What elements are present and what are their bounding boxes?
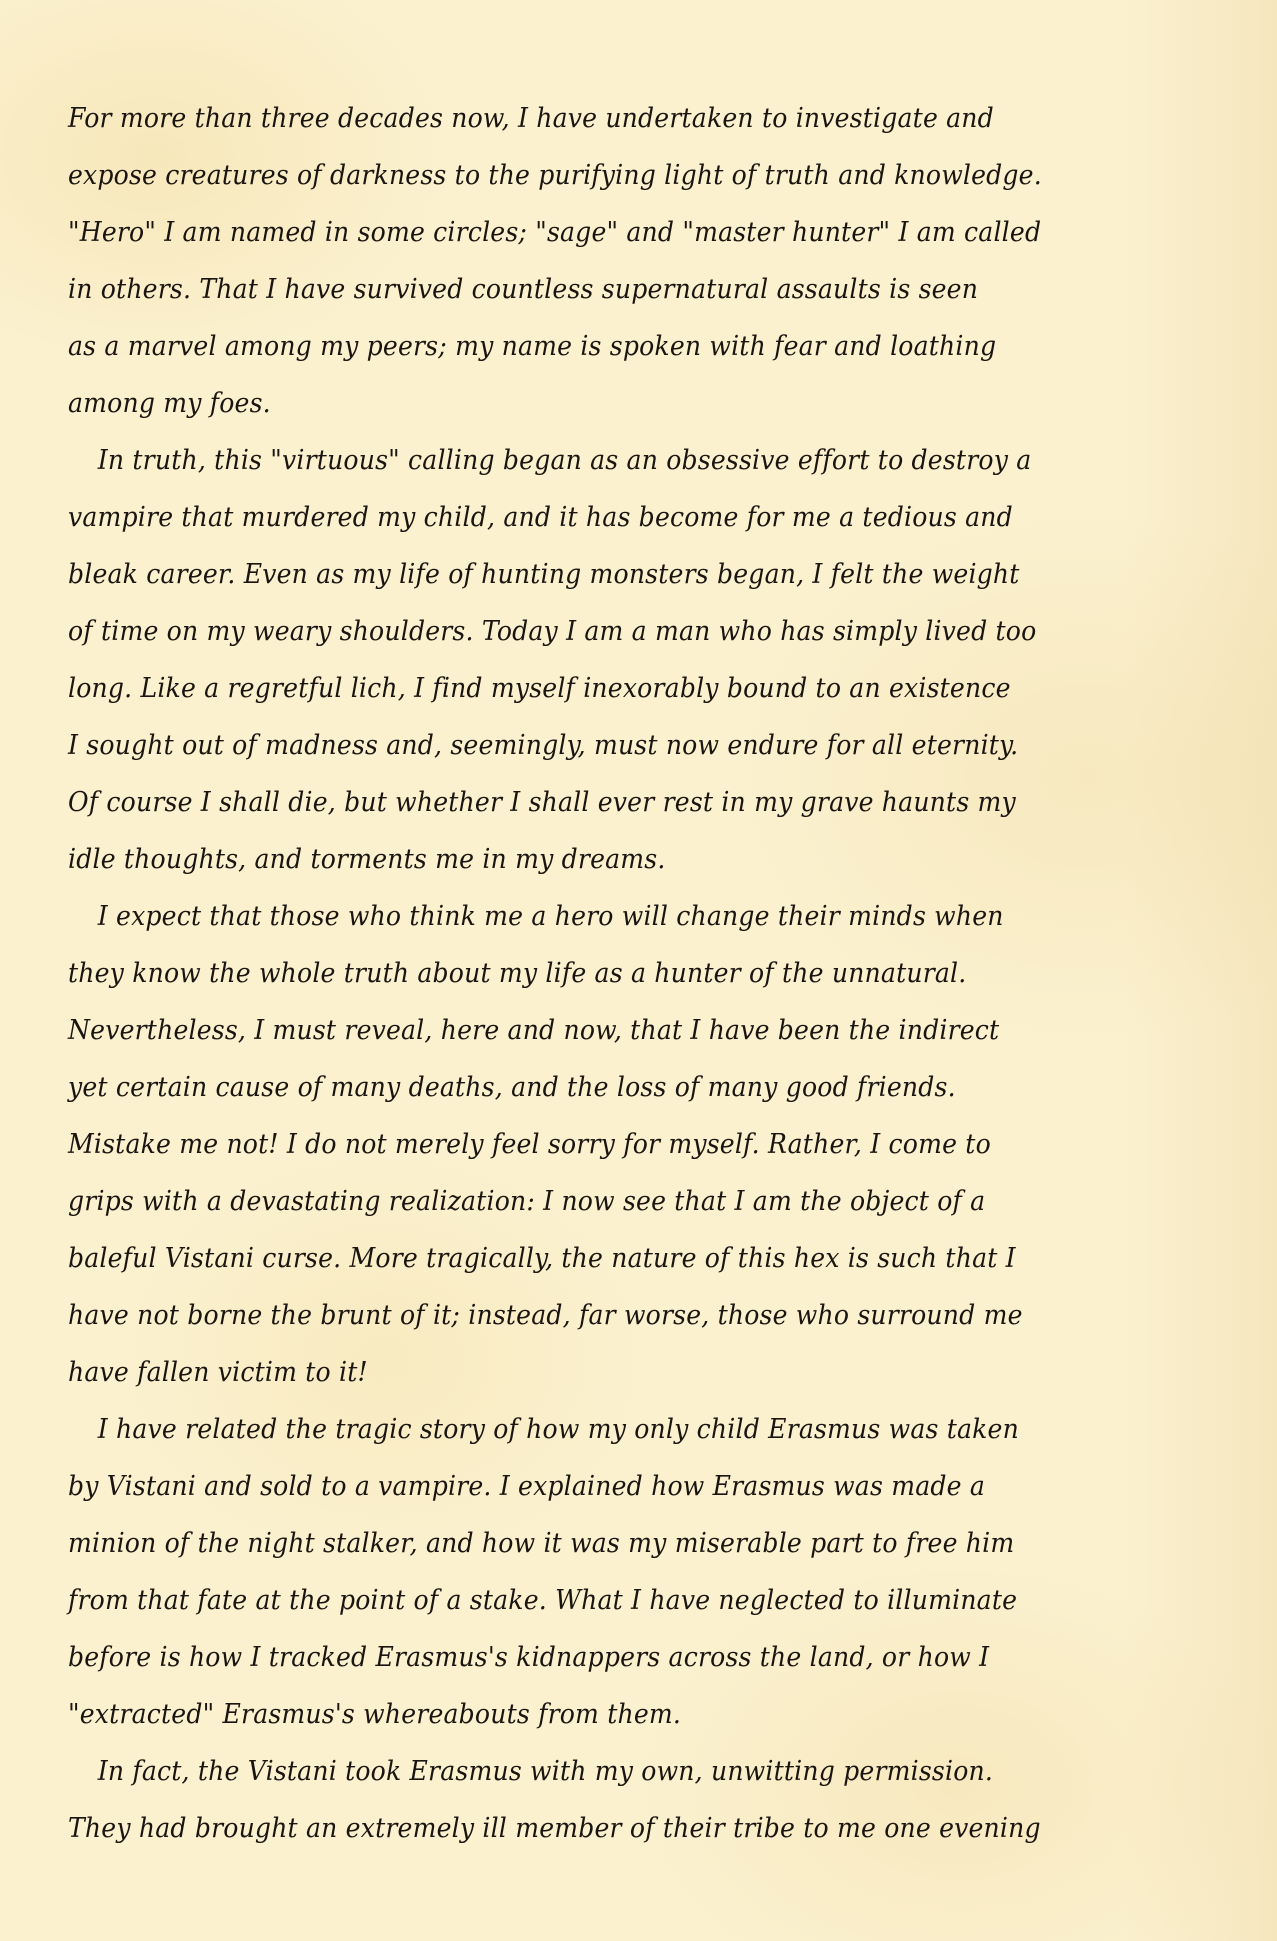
text-line: idle thoughts, and torments me in my dreams. <box>68 844 666 875</box>
text-line: I sought out of madness and, seemingly, must now endure for all eternity. <box>68 730 1019 761</box>
text-line: they know the whole truth about my life as a hunter of the unnatural. <box>68 958 967 989</box>
text-line: "Hero" I am named in some circles; "sage" and "master hunter" I am called <box>68 217 1042 248</box>
text-line: Of course I shall die, but whether I shall ever rest in my grave haunts my <box>68 787 1016 818</box>
text-line: have fallen victim to it! <box>68 1357 368 1388</box>
text-line: baleful Vistani curse. More tragically, the nature of this hex is such that I <box>68 1243 1016 1274</box>
text-line: of time on my weary shoulders. Today I am a man who has simply lived too <box>68 616 1037 647</box>
text-line: long. Like a regretful lich, I find myself inexorably bound to an existence <box>68 673 1011 704</box>
text-line: among my foes. <box>68 388 271 419</box>
paragraph-start-line: In fact, the Vistani took Erasmus with my own, unwitting permission. <box>97 1756 994 1787</box>
paragraph-start-line: I expect that those who think me a hero will change their minds when <box>97 901 1004 932</box>
text-line: in others. That I have survived countless supernatural assaults is seen <box>68 274 979 305</box>
text-line: Mistake me not! I do not merely feel sorry for myself. Rather, I come to <box>68 1129 991 1160</box>
text-line: from that fate at the point of a stake. What I have neglected to illuminate <box>68 1585 1018 1616</box>
paragraph-start-line: I have related the tragic story of how my only child Erasmus was taken <box>97 1414 1019 1445</box>
text-line: before is how I tracked Erasmus's kidnappers across the land, or how I <box>68 1642 990 1673</box>
text-line: vampire that murdered my child, and it has become for me a tedious and <box>68 502 1013 533</box>
text-line: They had brought an extremely ill member of their tribe to me one evening <box>68 1813 1041 1844</box>
text-line: by Vistani and sold to a vampire. I explained how Erasmus was made a <box>68 1471 985 1502</box>
paragraph-start-line: In truth, this "virtuous" calling began as an obsessive effort to destroy a <box>97 445 1032 476</box>
text-line: minion of the night stalker, and how it was my miserable part to free him <box>68 1528 1015 1559</box>
text-line: bleak career. Even as my life of hunting monsters began, I felt the weight <box>68 559 1020 590</box>
text-line: expose creatures of darkness to the purifying light of truth and knowledge. <box>68 160 1042 191</box>
text-line: have not borne the brunt of it; instead, far worse, those who surround me <box>68 1300 1023 1331</box>
text-line: yet certain cause of many deaths, and the loss of many good friends. <box>68 1072 956 1103</box>
text-line: Nevertheless, I must reveal, here and now, that I have been the indirect <box>68 1015 1000 1046</box>
text-line: as a marvel among my peers; my name is spoken with fear and loathing <box>68 331 997 362</box>
text-line: "extracted" Erasmus's whereabouts from them. <box>68 1699 682 1730</box>
text-line: grips with a devastating realization: I now see that I am the object of a <box>68 1186 986 1217</box>
text-line: For more than three decades now, I have undertaken to investigate and <box>68 103 994 134</box>
parchment-page <box>68 90 1228 1857</box>
